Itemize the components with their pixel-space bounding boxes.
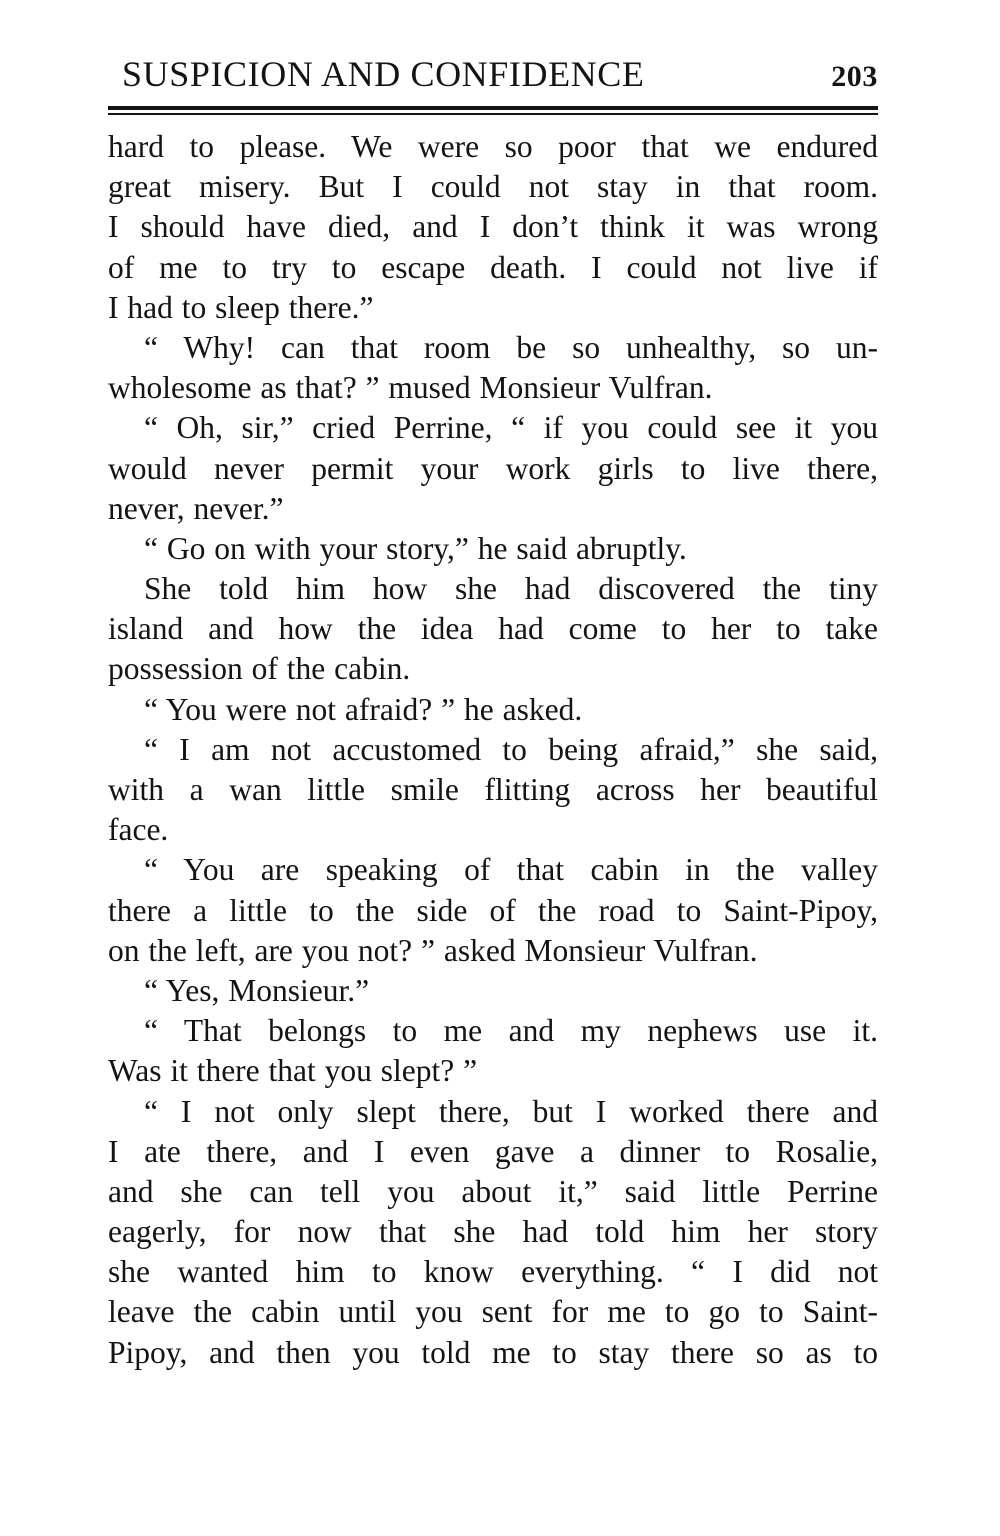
text-line: leave the cabin until you sent for me to go to Saint- (108, 1294, 878, 1330)
text-line: “ Why! can that room be so unhealthy, so un- (144, 329, 878, 365)
text-line: hard to please. We were so poor that we endured (108, 129, 878, 164)
text-line: Pipoy, and then you told me to stay there so as to (108, 1334, 878, 1370)
text-line: “ Yes, Monsieur.” (144, 972, 370, 1008)
text-line: “ I am not accustomed to being afraid,” she said, (144, 731, 878, 767)
text-line: Was it there that you slept? ” (108, 1053, 478, 1089)
text-line: of me to try to escape death. I could not live if (108, 249, 878, 285)
text-line: she wanted him to know everything. “ I did not (108, 1254, 878, 1290)
text-line: face. (108, 812, 169, 848)
running-title: SUSPICION AND CONFIDENCE (122, 54, 645, 94)
text-line: island and how the idea had come to her to take (108, 611, 878, 647)
text-line: I should have died, and I don’t think it was wrong (108, 209, 878, 245)
text-line: “ You are speaking of that cabin in the valley (144, 852, 878, 888)
text-line: “ Oh, sir,” cried Perrine, “ if you could see it you (144, 410, 878, 446)
text-line: would never permit your work girls to live there, (108, 450, 878, 486)
text-line: great misery. But I could not stay in that room. (108, 169, 878, 205)
header-rule-thick (108, 106, 878, 110)
page-number: 203 (831, 60, 878, 93)
text-line: on the left, are you not? ” asked Monsieur Vulfran. (108, 932, 758, 968)
text-line: possession of the cabin. (108, 651, 411, 687)
text-line: there a little to the side of the road to Saint-Pipoy, (108, 892, 878, 928)
text-line: I ate there, and I even gave a dinner to Rosalie, (108, 1133, 878, 1169)
text-line: with a wan little smile flitting across her beautiful (108, 772, 878, 807)
text-line: never, never.” (108, 490, 284, 526)
body-text (108, 127, 878, 1373)
text-line: wholesome as that? ” mused Monsieur Vulfran. (108, 370, 713, 406)
text-line: I had to sleep there.” (108, 289, 374, 325)
text-line: “ You were not afraid? ” he asked. (144, 691, 583, 727)
running-head (108, 52, 878, 96)
header-rule-thin (108, 113, 878, 115)
text-line: and she can tell you about it,” said little Perrine (108, 1173, 878, 1209)
text-line: She told him how she had discovered the tiny (144, 571, 878, 607)
text-line: eagerly, for now that she had told him her story (108, 1214, 878, 1250)
text-line: “ That belongs to me and my nephews use it. (144, 1013, 878, 1049)
text-line: “ I not only slept there, but I worked there and (144, 1093, 878, 1129)
text-line: “ Go on with your story,” he said abruptly. (144, 530, 687, 566)
book-page (108, 52, 878, 1373)
